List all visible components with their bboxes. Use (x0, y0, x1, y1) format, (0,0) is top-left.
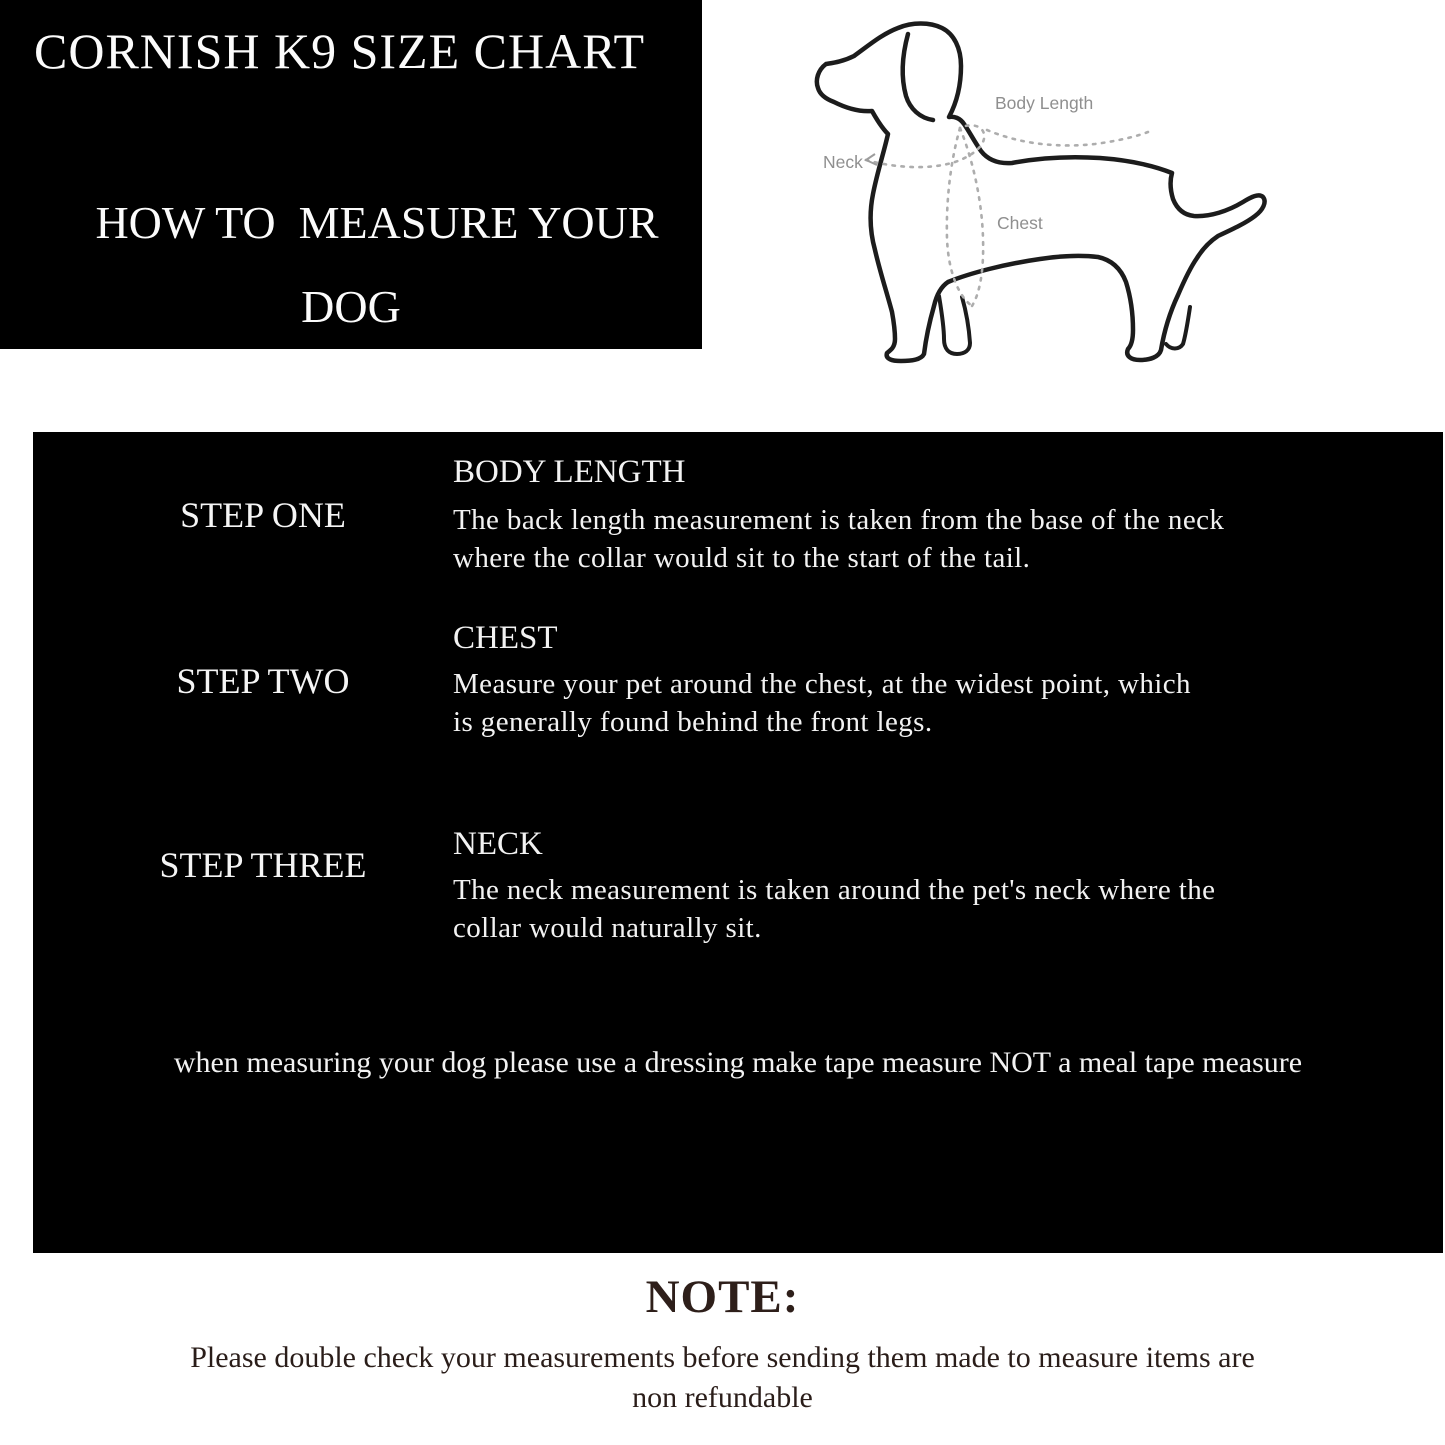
body-length-text-line2: where the collar would sit to the start of the tail. (453, 542, 1031, 574)
body-length-text-line1: The back length measurement is taken from the base of the neck (453, 504, 1225, 536)
chest-heading: CHEST (453, 620, 558, 656)
page-subtitle-line2: DOG (301, 281, 401, 332)
body-length-heading: BODY LENGTH (453, 454, 686, 490)
note-heading: NOTE: (645, 1271, 800, 1323)
dog-body-outline (817, 24, 1265, 362)
steps-panel (33, 432, 1443, 1253)
dog-measurement-diagram (790, 8, 1440, 388)
chest-text-line1: Measure your pet around the chest, at the widest point, which (453, 668, 1191, 700)
step-one-label: STEP ONE (180, 495, 346, 535)
note-body-line2: non refundable (632, 1381, 813, 1414)
page-subtitle-line1: HOW TO MEASURE YOUR (95, 197, 659, 248)
neck-heading: NECK (453, 826, 543, 862)
body-length-dotted-line (987, 130, 1148, 145)
step-three-label: STEP THREE (159, 845, 367, 885)
dog-outline-drawing (790, 8, 1440, 388)
neck-text-line1: The neck measurement is taken around the pet's neck where the (453, 874, 1216, 906)
title-panel (0, 0, 702, 349)
note-body-line1: Please double check your measurements before sending them made to measure items are (190, 1341, 1255, 1374)
chest-text-line2: is generally found behind the front legs. (453, 706, 933, 738)
tape-measure-warning: when measuring your dog please use a dressing make tape measure NOT a meal tape measure (173, 1046, 1303, 1079)
chest-label: Chest (997, 213, 1043, 233)
neck-label: Neck (823, 152, 863, 172)
step-two-label: STEP TWO (176, 661, 350, 701)
neck-measure-arrow (866, 154, 877, 165)
dog-second-front-leg (939, 296, 970, 354)
neck-text-line2: collar would naturally sit. (453, 912, 762, 944)
page-title: CORNISH K9 SIZE CHART (34, 23, 646, 79)
note-body (0, 1338, 1445, 1418)
body-length-label: Body Length (995, 93, 1094, 113)
